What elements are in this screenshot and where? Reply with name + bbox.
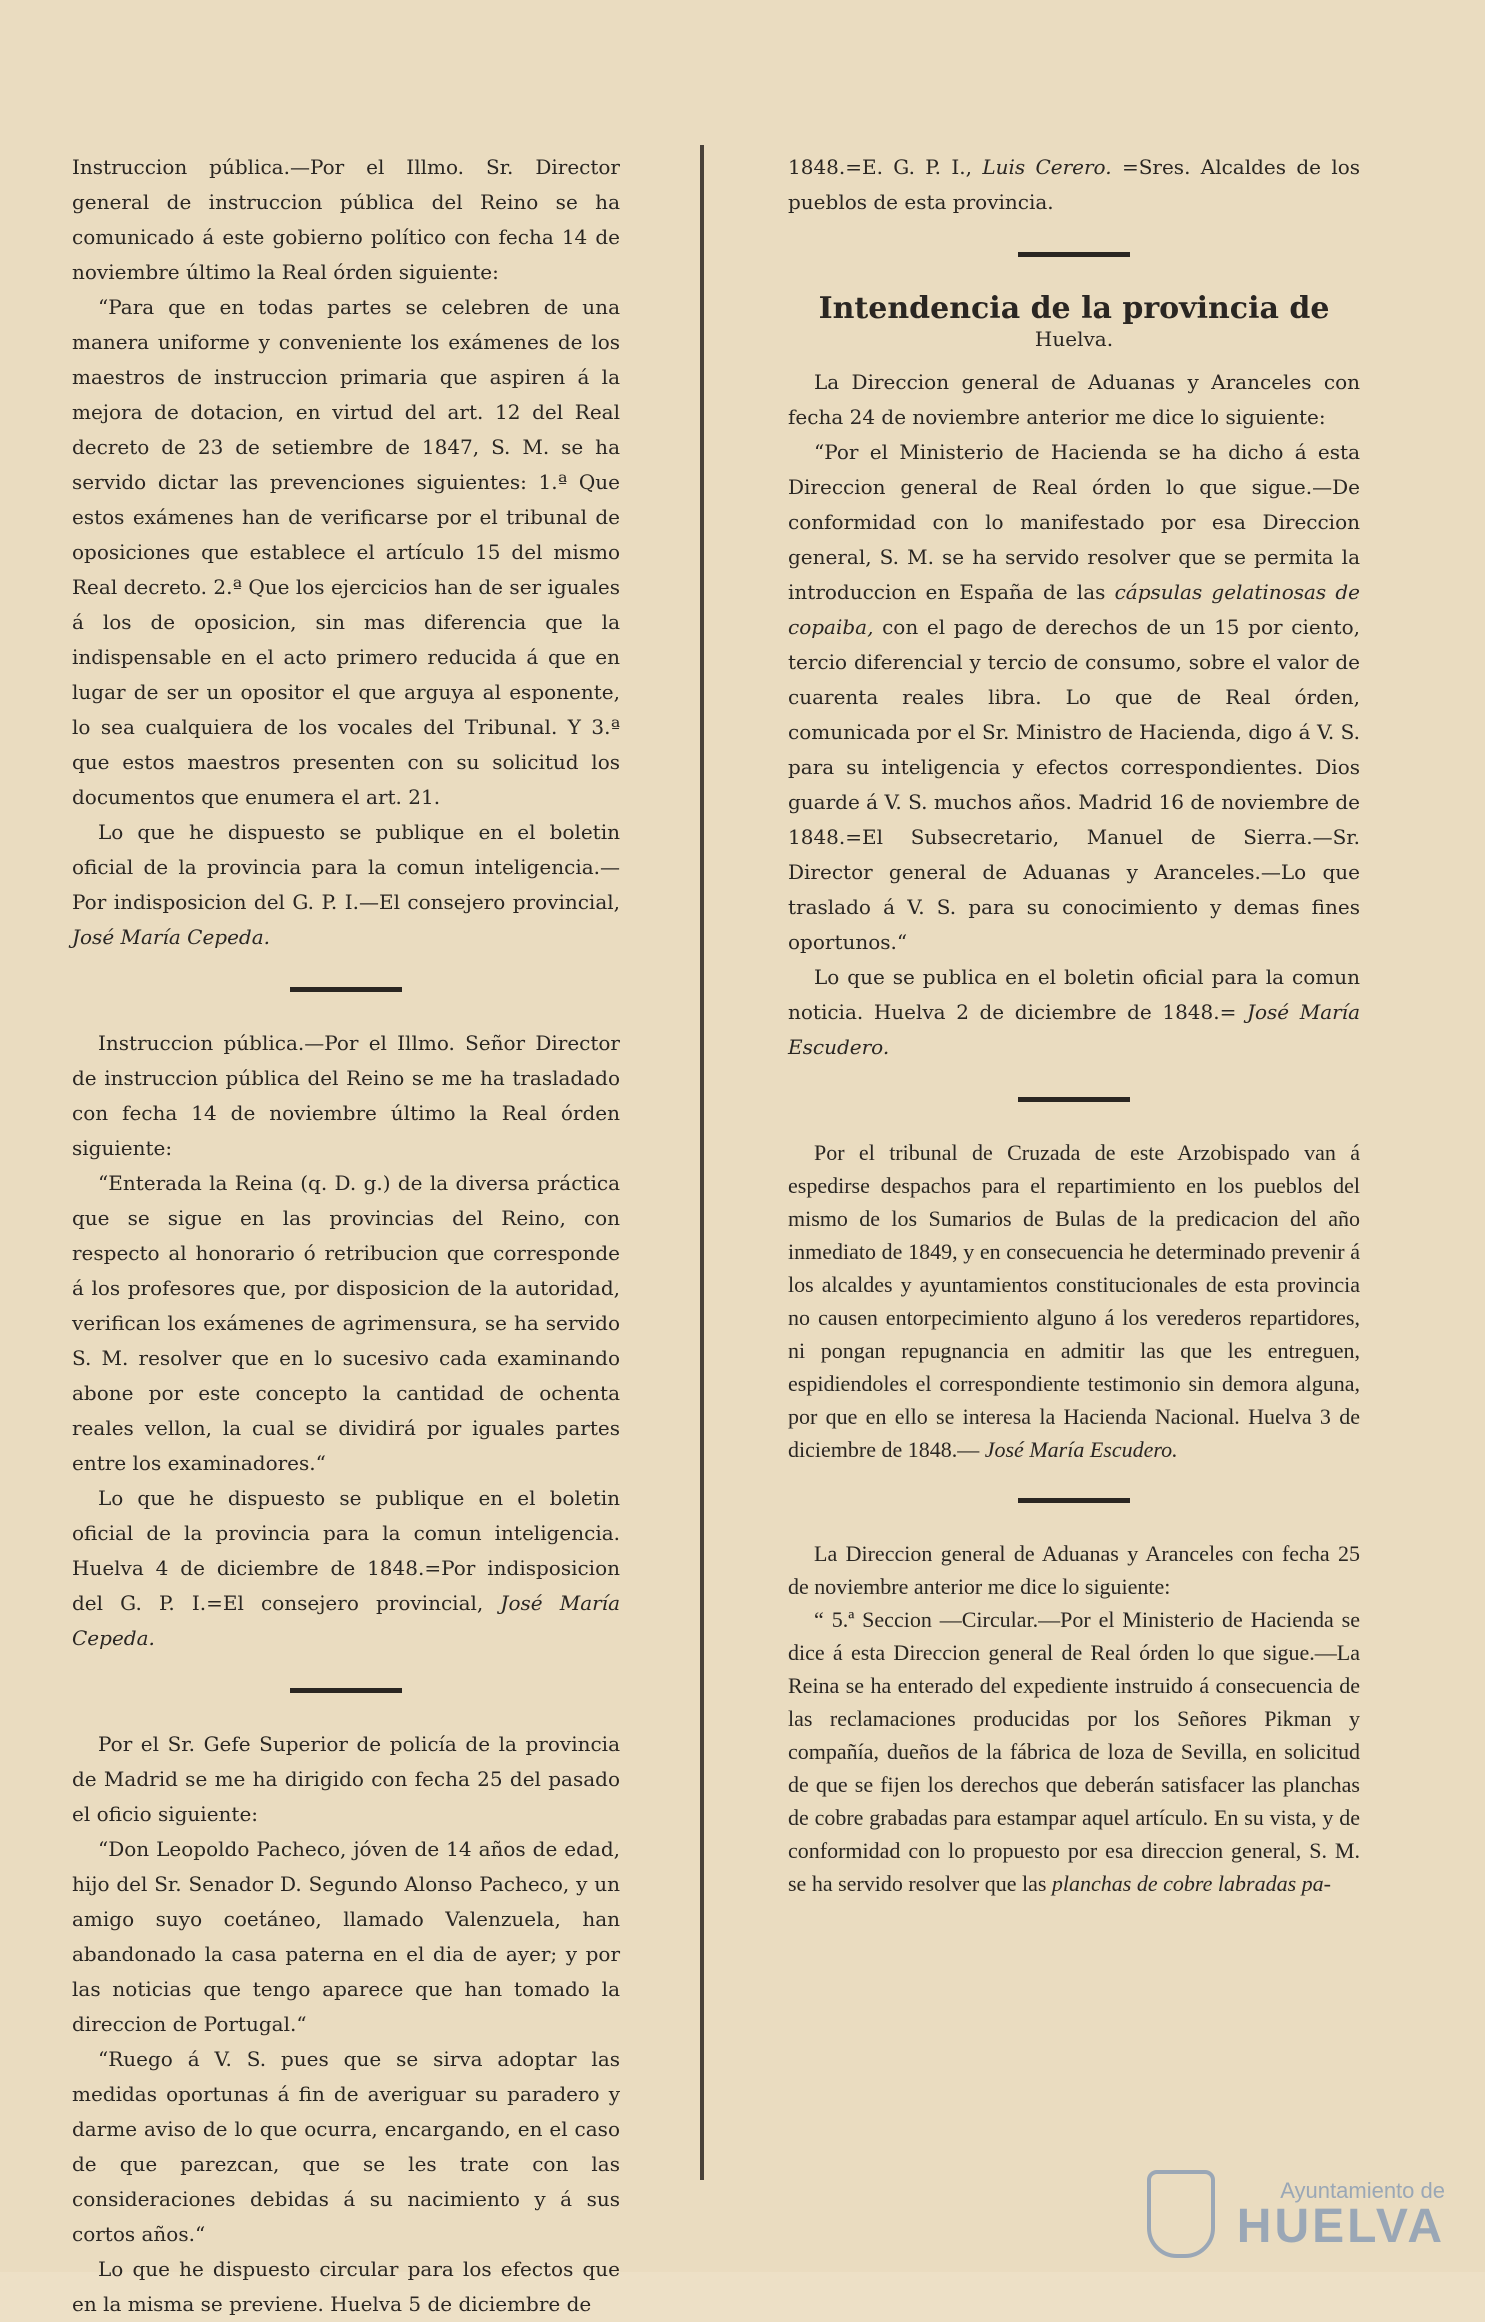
watermark-line2: HUELVA — [1236, 2200, 1445, 2253]
paragraph: “Para que en todas partes se celebren de una manera uniforme y conveniente los exámenes de los maestros de instruccion primaria que aspiren á la mejora de dotacion, en virtud del art. 12 del Real decreto de 23 de setiembre de 1847, S. M. se ha servido dictar las prevenciones siguientes: 1.ª Que estos exámenes han de verificarse por el tribunal de oposiciones que establece el artículo 15 del mismo Real decreto. 2.ª Que los ejercicios han de ser iguales á los de oposicion, sin mas diferencia que la indispensable en el acto primero reducida á que en lugar de ser un opositor el que arguya al esponente, lo sea cualquiera de los vocales del Tribunal. Y 3.ª que estos maestros presenten con su solicitud los documentos que enumera el art. 21. — [72, 295, 620, 809]
paragraph — [72, 815, 620, 955]
paragraph — [788, 960, 1360, 1065]
italic-term: planchas de cobre labradas pa- — [1051, 1871, 1331, 1896]
section-separator — [1018, 252, 1130, 257]
paragraph-text: con el pago de derechos de un 15 por ciento, tercio diferencial y tercio de consumo, sobre el valor de cuarenta reales libra. Lo que de Real órden, comunicada por el Sr. Ministro de Hacienda, digo á V. S. para su inteligencia y efectos correspondientes. Dios guarde á V. S. muchos años. Madrid 16 de noviembre de 1848.=El Subsecretario, Manuel de Sierra.—Sr. Director general de Aduanas y Aranceles.—Lo que traslado á V. S. para su conocimiento y demas fines oportunos.“ — [788, 615, 1360, 954]
paragraph: Instruccion pública.—Por el Illmo. Sr. Director general de instruccion pública del Reino se ha comunicado á este gobierno político con fecha 14 de noviembre último la Real órden siguiente: — [72, 155, 620, 284]
section-subheading: Huelva. — [1034, 327, 1114, 351]
paragraph-text: Lo que se publica en el boletin oficial para la comun noticia. Huelva 2 de diciembre de 1848.= — [788, 965, 1360, 1024]
paragraph — [72, 1481, 620, 1656]
italic-term: cápsulas gelatinosas de copaiba, — [788, 580, 1361, 639]
paragraph-text: =Sres. Alcaldes de los pueblos de esta provincia. — [788, 155, 1361, 214]
signature: José María Cepeda. — [72, 1591, 621, 1650]
paragraph: Lo que he dispuesto circular para los efectos que en la misma se previene. Huelva 5 de diciembre de — [72, 2257, 620, 2316]
article-instruccion-publica-2 — [72, 1026, 620, 1656]
paragraph-text: “Por el Ministerio de Hacienda se ha dicho á esta Direccion general de Real órden lo que sigue.—De conformidad con lo manifestado por esa Direccion general, S. M. se ha servido resolver que se permita la introduccion en España de las — [788, 440, 1360, 604]
paragraph: “Don Leopoldo Pacheco, jóven de 14 años de edad, hijo del Sr. Senador D. Segundo Alonso Pacheco, y un amigo suyo coetáneo, llamado Valenzuela, han abandonado la casa paterna en el dia de ayer; y por las noticias que tengo aparece que han tomado la direccion de Portugal.“ — [72, 1837, 620, 2036]
watermark-line1: Ayuntamiento de — [1280, 2178, 1445, 2203]
paragraph: La Direccion general de Aduanas y Aranceles con fecha 24 de noviembre anterior me dice lo siguiente: — [788, 370, 1360, 429]
paragraph: “Enterada la Reina (q. D. g.) de la diversa práctica que se sigue en las provincias del Reino, con respecto al honorario ó retribucion que corresponde á los profesores que, por disposicion de la autoridad, verifican los exámenes de agrimensura, se ha servido S. M. resolver que en lo sucesivo cada examinando abone por este concepto la cantidad de ochenta reales vellon, la cual se dividirá por iguales partes entre los examinadores.“ — [72, 1171, 620, 1475]
section-separator — [1018, 1498, 1130, 1503]
continuation-paragraph — [788, 150, 1360, 220]
signature: José María Escudero. — [984, 1437, 1178, 1462]
paragraph: Por el Sr. Gefe Superior de policía de la provincia de Madrid se me ha dirigido con fecha 25 del pasado el oficio siguiente: — [72, 1732, 620, 1826]
paragraph — [788, 435, 1360, 960]
paragraph — [788, 1136, 1360, 1466]
paragraph-text: Lo que he dispuesto se publique en el boletin oficial de la provincia para la comun inteligencia. Huelva 4 de diciembre de 1848.=Por indisposicion del G. P. I.=El consejero provincial, — [72, 1486, 620, 1615]
huelva-crest-icon — [1147, 2170, 1215, 2258]
section-heading: Intendencia de la provincia de — [818, 291, 1330, 326]
paragraph-text: “ 5.ª Seccion —Circular.—Por el Ministerio de Hacienda se dice á esta Direccion general de Real órden lo que sigue.—La Reina se ha enterado del expediente instruido á consecuencia de las reclamaciones producidas por los Señores Pikman y compañía, dueños de la fábrica de loza de Sevilla, en solicitud de que se fijen los derechos que deberán satisfacer las planchas de cobre grabadas para estampar aquel artículo. En su vista, y de conformidad con lo propuesto por esa direccion general, S. M. se ha servido resolver que las — [788, 1607, 1360, 1896]
signature: Luis Cerero. — [982, 155, 1112, 179]
paragraph: La Direccion general de Aduanas y Aranceles con fecha 25 de noviembre anterior me dice lo siguiente: — [788, 1541, 1360, 1599]
section-separator — [290, 987, 402, 992]
article-cruzada — [788, 1136, 1360, 1466]
paragraph — [788, 1603, 1360, 1900]
right-column — [788, 150, 1360, 1900]
paragraph-text: Por el tribunal de Cruzada de este Arzobispado van á espedirse despachos para el repartimiento en los pueblos del mismo de los Sumarios de Bulas de la predicacion del año inmediato de 1849, y en consecuencia he determinado prevenir á los alcaldes y ayuntamientos constitucionales de esta provincia no causen entorpecimiento alguno á los verederos repartidores, ni pongan repugnancia en admitir las que les entreguen, espidiendoles el correspondiente testimonio sin demora alguna, por que en ello se interesa la Hacienda Nacional. Huelva 3 de diciembre de 1848.— — [788, 1140, 1360, 1462]
signature: José María Escudero. — [788, 1000, 1360, 1059]
article-policia — [72, 1727, 620, 2322]
signature: José María Cepeda. — [72, 925, 271, 949]
section-separator — [1018, 1097, 1130, 1102]
article-aduanas-1 — [788, 365, 1360, 1065]
article-instruccion-publica-1 — [72, 150, 620, 955]
article-aduanas-2 — [788, 1537, 1360, 1900]
left-column — [72, 150, 620, 2322]
paragraph-text: 1848.=E. G. P. I., — [788, 155, 972, 179]
section-separator — [290, 1688, 402, 1693]
paragraph: “Ruego á V. S. pues que se sirva adoptar las medidas oportunas á fin de averiguar su paradero y darme aviso de lo que ocurra, encargando, en el caso de que parezcan, que se les trate con las consideraciones debidas á su nacimiento y á sus cortos años.“ — [72, 2047, 620, 2246]
paragraph-text: Lo que he dispuesto se publique en el boletin oficial de la provincia para la comun inteligencia.—Por indisposicion del G. P. I.—El consejero provincial, — [72, 820, 620, 914]
paragraph: Instruccion pública.—Por el Illmo. Señor Director de instruccion pública del Reino se me ha trasladado con fecha 14 de noviembre último la Real órden siguiente: — [72, 1031, 620, 1160]
column-divider — [700, 145, 704, 2180]
